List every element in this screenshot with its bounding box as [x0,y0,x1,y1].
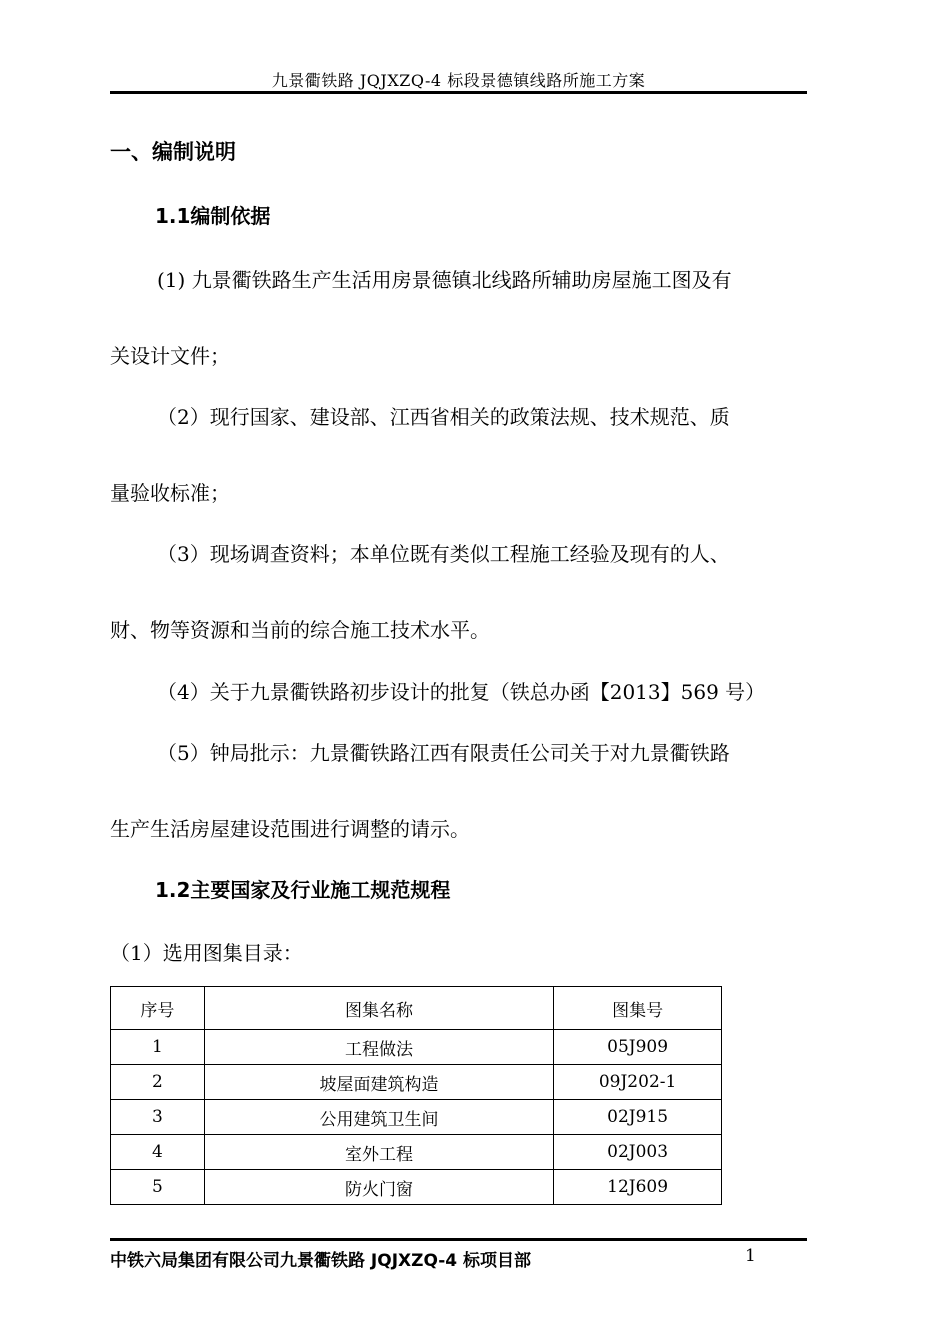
subsection-heading-basis: 1.1编制依据 [155,204,271,228]
cell-atlas-number: 05J909 [554,1030,722,1065]
header-divider [110,91,807,94]
table-header-row [111,987,722,1030]
cell-atlas-name: 防火门窗 [204,1170,553,1205]
basis-item-3-line2: 财、物等资源和当前的综合施工技术水平。 [110,618,490,642]
table-row [111,1170,722,1205]
table-row [111,1135,722,1170]
basis-item-5-line2: 生产生活房屋建设范围进行调整的请示。 [110,817,470,841]
cell-index: 2 [111,1065,205,1100]
table-row [111,1065,722,1100]
basis-item-2-line2: 量验收标准； [110,481,230,505]
cell-atlas-number: 12J609 [554,1170,722,1205]
column-header-index: 序号 [111,987,205,1030]
cell-atlas-name: 工程做法 [204,1030,553,1065]
column-header-atlas-number: 图集号 [554,987,722,1030]
cell-index: 5 [111,1170,205,1205]
basis-item-4: （4）关于九景衢铁路初步设计的批复（铁总办函【2013】569 号） [157,680,766,704]
atlas-list-title: （1）选用图集目录： [110,941,303,965]
basis-item-2-line1: （2）现行国家、建设部、江西省相关的政策法规、技术规范、质 [157,405,730,429]
document-title: 九景衢铁路 JQJXZQ-4 标段景德镇线路所施工方案 [271,71,646,90]
cell-atlas-name: 坡屋面建筑构造 [204,1065,553,1100]
subsection-heading-standards: 1.2主要国家及行业施工规范规程 [155,878,451,902]
basis-item-1-line2: 关设计文件； [110,344,230,368]
page-number: 1 [745,1246,756,1266]
section-heading: 一、编制说明 [110,140,236,164]
cell-index: 3 [111,1100,205,1135]
cell-atlas-number: 02J915 [554,1100,722,1135]
cell-atlas-name: 公用建筑卫生间 [204,1100,553,1135]
basis-item-5-line1: （5）钟局批示：九景衢铁路江西有限责任公司关于对九景衢铁路 [157,741,730,765]
cell-atlas-number: 09J202-1 [554,1065,722,1100]
cell-index: 1 [111,1030,205,1065]
column-header-atlas-name: 图集名称 [204,987,553,1030]
cell-atlas-number: 02J003 [554,1135,722,1170]
atlas-table [110,986,722,1205]
table-row [111,1100,722,1135]
footer-organization: 中铁六局集团有限公司九景衢铁路 JQJXZQ-4 标项目部 [110,1251,532,1271]
footer-divider [110,1238,807,1241]
table-row [111,1030,722,1065]
cell-atlas-name: 室外工程 [204,1135,553,1170]
basis-item-1-line1: (1) 九景衢铁路生产生活用房景德镇北线路所辅助房屋施工图及有 [157,268,732,292]
basis-item-3-line1: （3）现场调查资料；本单位既有类似工程施工经验及现有的人、 [157,542,730,566]
cell-index: 4 [111,1135,205,1170]
